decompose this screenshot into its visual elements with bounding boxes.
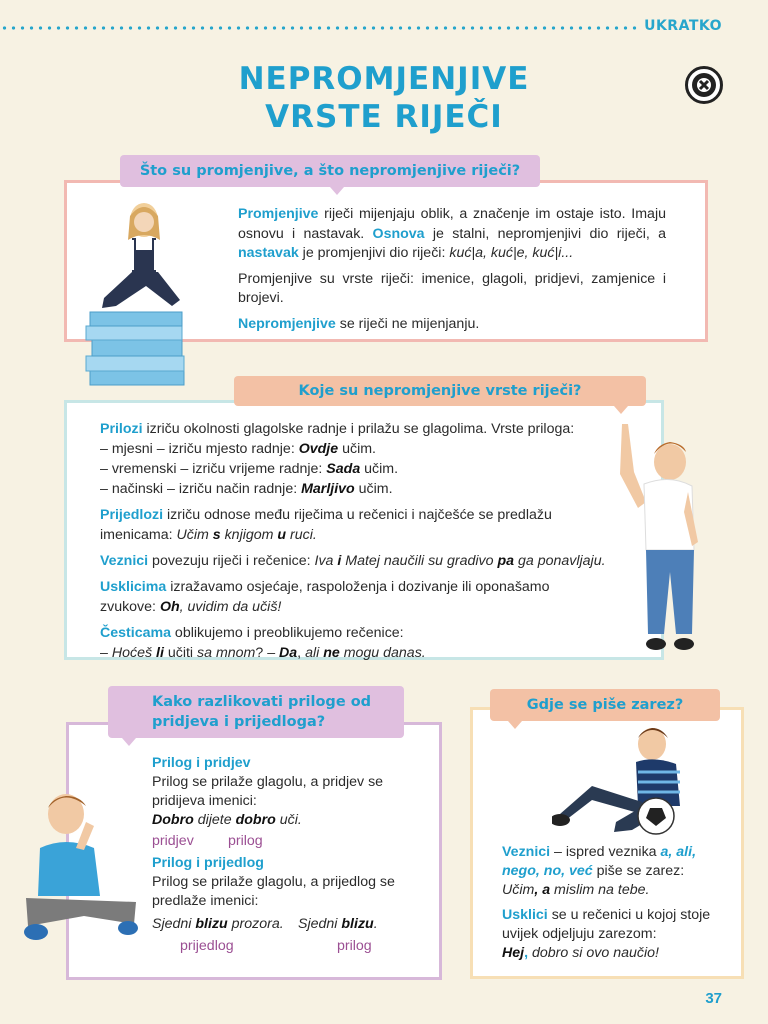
title-line-1: NEPROMJENJIVE — [238, 61, 530, 97]
label-prilog: prilog — [228, 833, 263, 849]
title-line-2: VRSTE RIJEČI — [265, 99, 503, 135]
boy-with-ball-illustration — [552, 722, 694, 842]
heading-line-2: pridjeva i prijedloga? — [152, 714, 326, 730]
girl-on-books-illustration — [82, 196, 192, 388]
publisher-seal-icon — [685, 66, 723, 104]
section4-text: Veznici – ispred veznika a, ali, nego, no, već piše se zarez: Učim, a mislim na tebe. Usklici se u rečenici u kojoj stoje uvijek odjeljuju zarezom: Hej, dobro si ovo naučio! — [502, 844, 711, 961]
boy-pointing-illustration — [612, 422, 698, 660]
label-prilog-2: prilog — [337, 938, 372, 954]
section1-text: Promjenjive riječi mijenjaju oblik, a značenje im ostaje isto. Imaju osnovu i nastavak. Osnova je stalni, nepromjenjivi dio riječi, a nastavak je promjenjivi dio riječi: kuć|a, kuć|e, kuć|i... Promjenjive su vrste riječi: imenice, glagoli, pridjevi, zamjenice i brojevi. Nepromjenjive se riječi ne mijenjanju. — [238, 206, 666, 332]
dotted-header-line — [0, 25, 640, 31]
label-pridjev: pridjev — [152, 833, 194, 849]
heading-line-1: Kako razlikovati priloge od — [152, 694, 372, 710]
section-heading-distinguish — [108, 686, 404, 738]
section-heading-word-types: Koje su nepromjenjive vrste riječi? — [234, 376, 646, 406]
page-number: 37 — [705, 990, 722, 1007]
page-title — [0, 60, 768, 136]
subheading-prilog-prijedlog: Prilog i prijedlog — [152, 855, 264, 871]
label-prijedlog: prijedlog — [180, 938, 234, 954]
section3-text: Prilog i pridjev Prilog se prilaže glagolu, a pridjev se pridijeva imenici: Dobro dijete dobro uči. pridjev prilog Prilog i prijedlog Prilog se prilaže glagolu, a prijedlog se predlaže imenici: Sjedni blizu prozora. Sjedni blizu. prijedlog prilog — [152, 754, 428, 959]
section-heading-changeable: Što su promjenjive, a što nepromjenjive riječi? — [120, 155, 540, 187]
subheading-prilog-pridjev: Prilog i pridjev — [152, 755, 251, 771]
thinking-boy-illustration — [24, 786, 138, 944]
section2-text: Prilozi izriču okolnosti glagolske radnje i prilažu se glagolima. Vrste priloga: – mjesni – izriču mjesto radnje: Ovdje učim. – vremenski – izriču vrijeme radnje: Sada učim. – načinski – izriču način radnje: Marljivo učim. Prijedlozi izriču odnose među riječima u rečenici i najčešće se predlažu imenicama: Učim s knjigom u ruci. Veznici povezuju riječi i rečenice: Iva i Matej naučili su gradivo pa ga ponavljaju. Usklicima izražavamo osjećaje, raspoloženja i dozivanje ili oponašamo zvukove: Oh, uvidim da učiš! Česticama oblikujemo i preoblikujemo rečenice: – Hoćeš li učiti sa mnom? – Da, ali ne mogu danas. — [100, 421, 606, 661]
section-label: UKRATKO — [644, 18, 722, 34]
section-heading-comma: Gdje se piše zarez? — [490, 689, 720, 721]
